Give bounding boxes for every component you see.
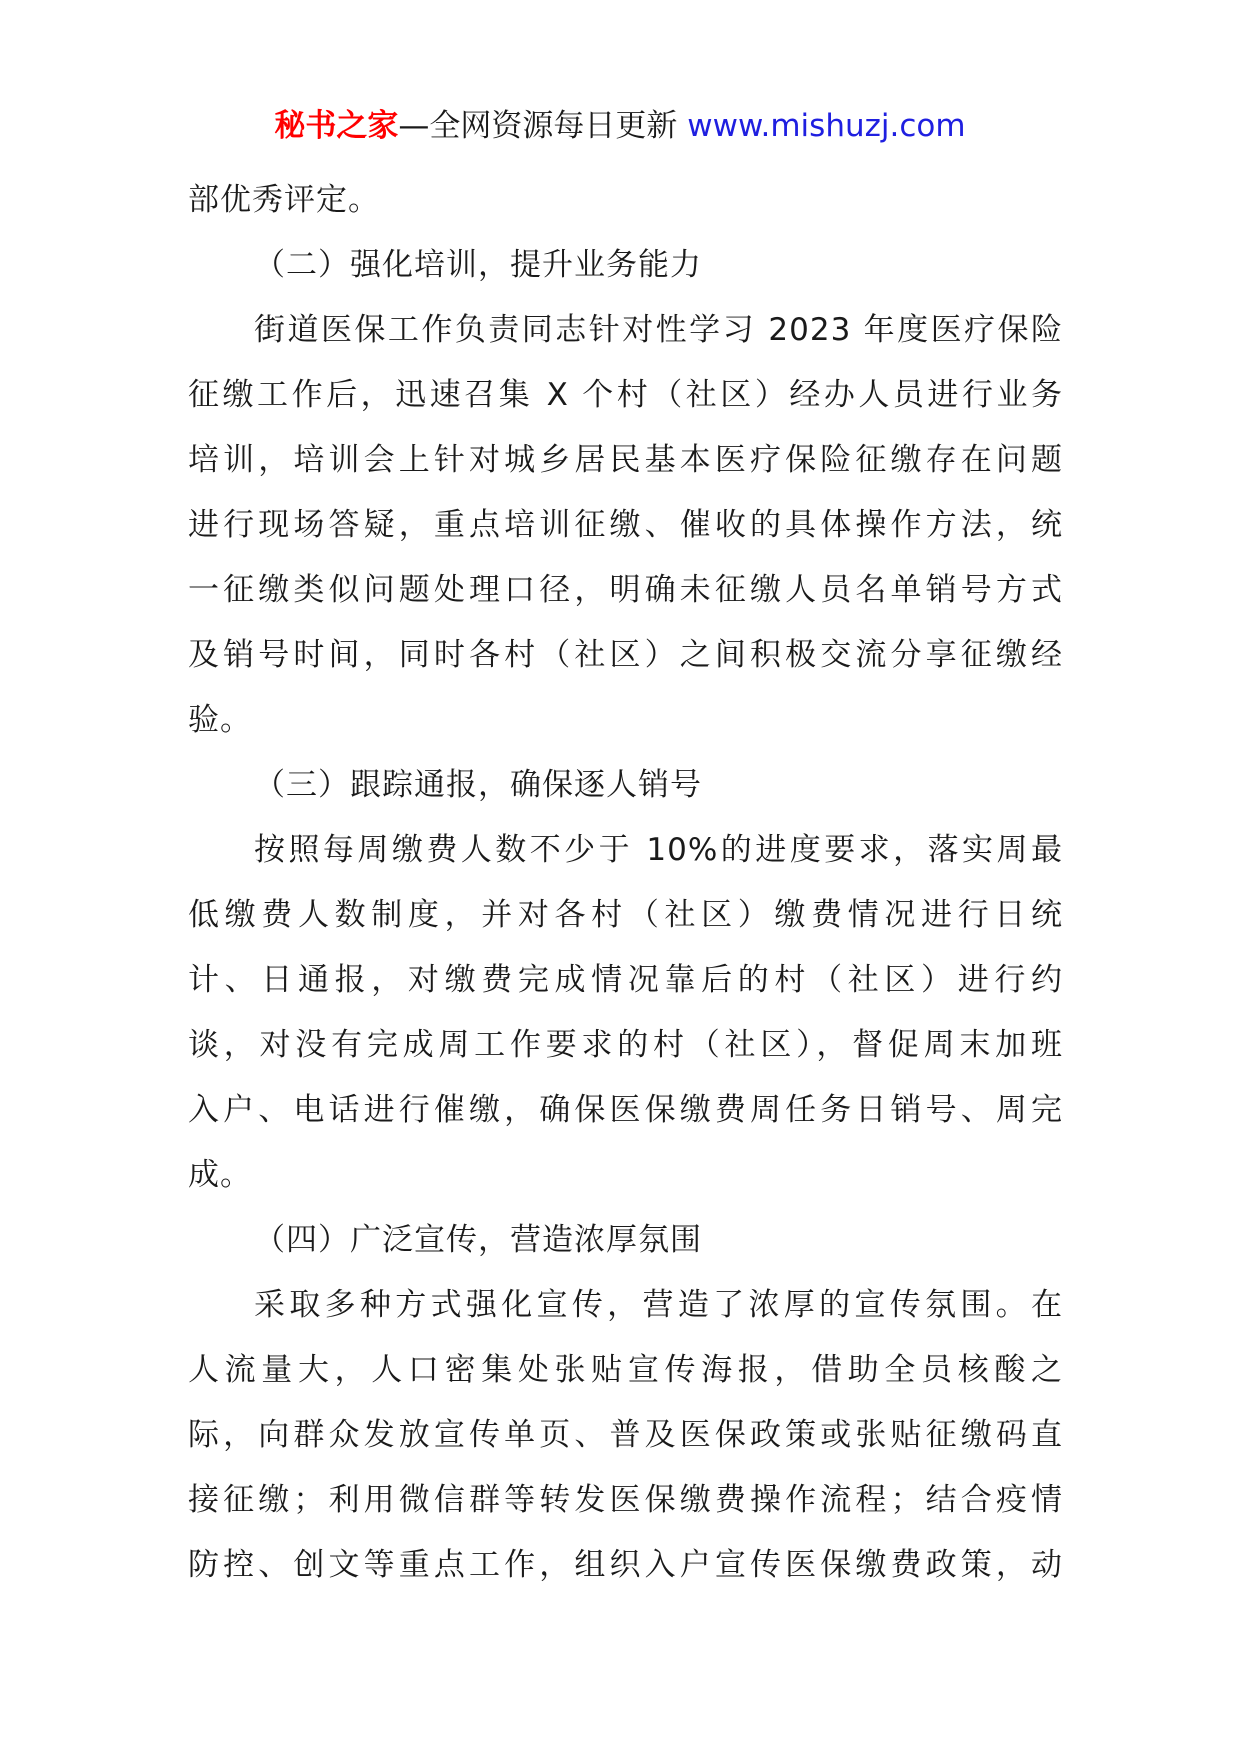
paragraph-line: 进行现场答疑，重点培训征缴、催收的具体操作方法，统	[188, 507, 1063, 543]
paragraph-line: 及销号时间，同时各村（社区）之间积极交流分享征缴经	[188, 637, 1063, 673]
paragraph-line: 低缴费人数制度，并对各村（社区）缴费情况进行日统	[188, 897, 1063, 933]
paragraph-line: 成。	[188, 1157, 252, 1193]
paragraph-line: 部优秀评定。	[188, 182, 380, 218]
paragraph-line: 一征缴类似问题处理口径，明确未征缴人员名单销号方式	[188, 572, 1063, 608]
paragraph-line: 街道医保工作负责同志针对性学习 2023 年度医疗保险	[254, 312, 1063, 348]
paragraph-line: 入户、电话进行催缴，确保医保缴费周任务日销号、周完	[188, 1092, 1063, 1128]
paragraph-line: 按照每周缴费人数不少于 10%的进度要求，落实周最	[254, 832, 1063, 868]
paragraph-line: 验。	[188, 702, 252, 738]
paragraph-line: 采取多种方式强化宣传，营造了浓厚的宣传氛围。在	[254, 1287, 1063, 1323]
paragraph-line: 谈，对没有完成周工作要求的村（社区），督促周末加班	[188, 1027, 1063, 1063]
section-heading: （二）强化培训，提升业务能力	[254, 247, 702, 283]
site-brand: 秘书之家	[274, 108, 399, 144]
paragraph-line: 培训，培训会上针对城乡居民基本医疗保险征缴存在问题	[188, 442, 1063, 478]
paragraph-line: 计、日通报，对缴费完成情况靠后的村（社区）进行约	[188, 962, 1063, 998]
section-heading: （三）跟踪通报，确保逐人销号	[254, 767, 702, 803]
section-heading: （四）广泛宣传，营造浓厚氛围	[254, 1222, 702, 1258]
paragraph-line: 征缴工作后，迅速召集 X 个村（社区）经办人员进行业务	[188, 377, 1063, 413]
site-header	[0, 104, 1240, 148]
site-url-link[interactable]: www.mishuzj.com	[687, 108, 966, 144]
site-tagline: —全网资源每日更新	[398, 108, 688, 144]
paragraph-line: 际，向群众发放宣传单页、普及医保政策或张贴征缴码直	[188, 1417, 1063, 1453]
paragraph-line: 防控、创文等重点工作，组织入户宣传医保缴费政策，动	[188, 1547, 1063, 1583]
paragraph-line: 人流量大，人口密集处张贴宣传海报，借助全员核酸之	[188, 1352, 1063, 1388]
document-body	[188, 168, 1063, 1598]
paragraph-line: 接征缴；利用微信群等转发医保缴费操作流程；结合疫情	[188, 1482, 1063, 1518]
